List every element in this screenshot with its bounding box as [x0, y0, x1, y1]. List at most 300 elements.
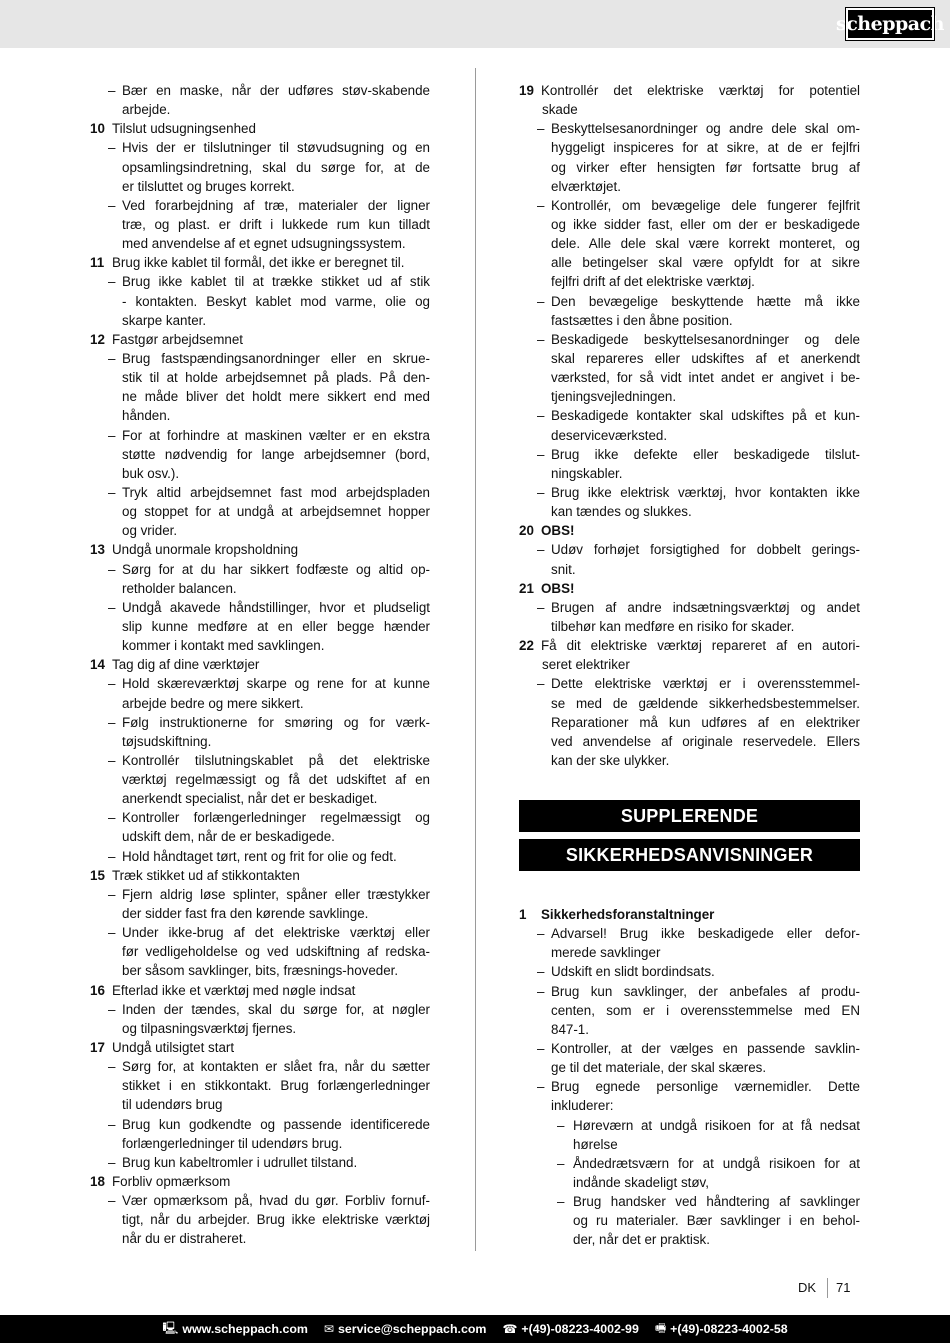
- item-text: Udskift en slidt bordindsats.: [551, 964, 715, 980]
- list-item: [90, 560, 430, 579]
- item-continuation: [519, 751, 860, 770]
- section-number: 19: [519, 83, 534, 98]
- dash-bullet-icon: –: [537, 1079, 545, 1095]
- item-text: Inden der tændes, skal du sørge for, at nøgler: [122, 1001, 430, 1017]
- item-text: For at forhindre at maskinen vælter er en ekstra: [122, 427, 430, 443]
- item-text: Brugen af andre indsætningsværktøj og andet: [551, 599, 860, 615]
- section-heading: [90, 981, 430, 1000]
- page-number: 71: [836, 1280, 851, 1295]
- dash-bullet-icon: –: [537, 408, 545, 424]
- dash-bullet-icon: –: [108, 925, 116, 941]
- item-continuation: [90, 234, 430, 253]
- item-text: indånde skadeligt støv,: [573, 1174, 709, 1190]
- dash-bullet-icon: –: [108, 599, 116, 615]
- section-heading: [90, 119, 430, 138]
- heading-text: Forbliv opmærksom: [112, 1174, 231, 1190]
- item-text: Tryk altid arbejdsemnet fast mod arbejdspladen: [122, 484, 430, 500]
- dash-bullet-icon: –: [537, 121, 545, 137]
- dash-bullet-icon: –: [537, 983, 545, 999]
- item-text: værksted, for så vidt intet andet er angivet i be-: [551, 370, 860, 386]
- item-continuation: [90, 502, 430, 521]
- item-continuation: [519, 426, 860, 445]
- item-text: Sørg for at du har sikkert fodfæste og altid op-: [122, 561, 430, 577]
- list-item: [519, 119, 860, 138]
- dash-bullet-icon: –: [108, 1001, 116, 1017]
- item-text: Brug kun godkendte og passende identificerede: [122, 1116, 430, 1132]
- item-text: og ru materialer. Bær savklinger i en behol-: [573, 1213, 860, 1229]
- phone-number: +(49)-08223-4002-99: [521, 1322, 639, 1336]
- item-continuation: [90, 1095, 430, 1114]
- dash-bullet-icon: –: [108, 197, 116, 213]
- list-item: [519, 483, 860, 502]
- item-text: kan tændes og slukkes.: [551, 504, 692, 520]
- list-item: [90, 349, 430, 368]
- dash-bullet-icon: –: [108, 1193, 116, 1209]
- dash-bullet-icon: –: [537, 926, 545, 942]
- section-heading: [90, 1038, 430, 1057]
- list-item: [90, 885, 430, 904]
- item-text: Bær en maske, når der udføres støv-skabende: [122, 83, 430, 98]
- item-text: der, når det er praktisk.: [573, 1232, 710, 1248]
- item-text: opsamlingsindretning, skal du sørge for, at de: [122, 159, 430, 175]
- list-item: [90, 751, 430, 770]
- dash-bullet-icon: –: [537, 964, 545, 980]
- item-text: ningskabler.: [551, 465, 623, 481]
- item-continuation: [90, 215, 430, 234]
- item-text: tjeningsvejledningen.: [551, 389, 677, 405]
- item-continuation: [90, 579, 430, 598]
- item-text: centen, som er i overensstemmelse med EN: [551, 1002, 860, 1018]
- dash-bullet-icon: –: [108, 848, 116, 864]
- list-item: [519, 924, 860, 943]
- dash-bullet-icon: –: [537, 197, 545, 213]
- item-text: Brug egnede personlige værnemidler. Dette: [551, 1079, 860, 1095]
- item-continuation: [519, 1096, 860, 1115]
- item-text: til udendørs brug: [122, 1097, 223, 1113]
- footer-separator: [827, 1278, 828, 1298]
- section-banner-sikkerhedsanvisninger: SIKKERHEDSANVISNINGER: [519, 839, 860, 871]
- item-continuation: [519, 713, 860, 732]
- language-code: DK: [798, 1280, 817, 1295]
- item-continuation: [90, 158, 430, 177]
- item-text: dele. Alle dele skal være korrekt monteret, og: [551, 236, 860, 252]
- item-text: tilbehør kan medføre en risiko for skader.: [551, 618, 795, 634]
- heading-text: Efterlad ikke et værktøj med nøgle indsat: [112, 982, 356, 998]
- item-text: skarpe kanter.: [122, 312, 207, 328]
- dash-bullet-icon: –: [108, 561, 116, 577]
- list-item: [90, 1057, 430, 1076]
- sub-list-item: [519, 1116, 860, 1135]
- item-text: forlængerledninger til udendørs brug.: [122, 1135, 343, 1151]
- section-number: 13: [90, 542, 105, 558]
- item-text: ne måde bliver det holdt mere sikkert end med: [122, 389, 430, 405]
- list-item: [90, 713, 430, 732]
- item-continuation: [519, 311, 860, 330]
- item-text: værktøj regelmæssigt og få det udskiftet af en: [122, 772, 430, 788]
- section-number: 21: [519, 580, 534, 596]
- item-text: Høreværn at undgå risikoen for at få nedsat: [573, 1117, 860, 1133]
- item-continuation: [90, 406, 430, 425]
- item-continuation: [519, 464, 860, 483]
- scheppach-logo: scheppach: [846, 8, 934, 40]
- item-continuation: [519, 158, 860, 177]
- list-item: [519, 1077, 860, 1096]
- section-banner-supplerende: SUPPLERENDE: [519, 800, 860, 832]
- dash-bullet-icon: –: [108, 83, 116, 98]
- item-continuation: [90, 464, 430, 483]
- item-text: Følg instruktionerne for smøring og for værk-: [122, 714, 430, 730]
- item-text: Brug ikke kablet til at trække stikket ud af stik: [122, 274, 430, 290]
- section-heading: [519, 636, 860, 655]
- item-text: tøjsudskiftning.: [122, 733, 212, 749]
- dash-bullet-icon: –: [537, 331, 545, 347]
- item-continuation: [90, 904, 430, 923]
- section-heading: [519, 521, 860, 540]
- dash-bullet-icon: –: [557, 1155, 565, 1171]
- section-number: 1: [519, 907, 527, 922]
- fax-number: +(49)-08223-4002-58: [670, 1322, 788, 1336]
- dash-bullet-icon: –: [537, 599, 545, 615]
- heading-text: Brug ikke kablet til formål, det ikke er beregnet til.: [112, 255, 405, 271]
- item-continuation: [90, 636, 430, 655]
- item-continuation: [90, 1019, 430, 1038]
- item-continuation: [519, 732, 860, 751]
- dash-bullet-icon: –: [537, 446, 545, 462]
- item-text: fejlfri drift af det elektriske værktøj.: [551, 274, 755, 290]
- heading-text: seret elektriker: [542, 657, 630, 673]
- item-continuation: [90, 100, 430, 119]
- item-text: og tilpasningsværktøj fjernes.: [122, 1020, 297, 1036]
- heading-text: Tag dig af dine værktøjer: [112, 657, 260, 673]
- section-heading: [90, 330, 430, 349]
- item-text: alle betingelser skal være opfyldt for at sikre: [551, 255, 860, 271]
- item-text: inkluderer:: [551, 1098, 614, 1114]
- list-item: [90, 1153, 430, 1172]
- dash-bullet-icon: –: [557, 1117, 565, 1133]
- dash-bullet-icon: –: [108, 676, 116, 692]
- item-text: og vrider.: [122, 523, 178, 539]
- dash-bullet-icon: –: [537, 1040, 545, 1056]
- item-continuation: [90, 694, 430, 713]
- dash-bullet-icon: –: [108, 427, 116, 443]
- item-text: Brug ikke defekte eller beskadigede tilslut-: [551, 446, 860, 462]
- list-item: [519, 598, 860, 617]
- item-text: ber såsom savklinger, bits, fræsnings-hoveder.: [122, 963, 399, 979]
- item-text: merede savklinger: [551, 945, 661, 961]
- item-text: Brug fastspændingsanordninger eller en skrue-: [122, 350, 430, 366]
- dash-bullet-icon: –: [537, 293, 545, 309]
- item-text: 847-1.: [551, 1021, 589, 1037]
- heading-text: Fastgør arbejdsemnet: [112, 331, 243, 347]
- item-continuation: [519, 694, 860, 713]
- list-item: [90, 598, 430, 617]
- section-heading: [90, 655, 430, 674]
- item-text: Hvis der er tilslutninger til støvudsugning og en: [122, 140, 430, 156]
- item-text: støtte nødvendig for lange arbejdsemner (bord,: [122, 446, 430, 462]
- item-continuation: [519, 234, 860, 253]
- section-heading: [90, 1172, 430, 1191]
- list-item: [90, 923, 430, 942]
- heading-text: Sikkerhedsforanstaltninger: [541, 907, 715, 922]
- item-continuation: [519, 1020, 860, 1039]
- item-continuation: [519, 215, 860, 234]
- website-link[interactable]: www.scheppach.com: [182, 1322, 308, 1336]
- item-text: stikket i en stikkontakt. Brug forlængerledninger: [122, 1078, 430, 1094]
- item-text: Beskadigede kontakter skal udskiftes på et kun-: [551, 408, 860, 424]
- item-continuation: [519, 387, 860, 406]
- list-item: [90, 1000, 430, 1019]
- item-text: Ved forarbejdning af træ, materialer der ligner: [122, 197, 430, 213]
- item-text: arbejde.: [122, 102, 171, 118]
- right-column: [519, 81, 860, 770]
- dash-bullet-icon: –: [108, 752, 116, 768]
- list-item: [90, 674, 430, 693]
- header-bar: [0, 0, 950, 48]
- heading-text: Træk stikket ud af stikkontakten: [112, 867, 300, 883]
- item-text: fastsættes i den åbne position.: [551, 312, 733, 328]
- item-continuation: [519, 1173, 860, 1192]
- item-continuation: [90, 770, 430, 789]
- item-text: med anvendelse af et egnet udsugningssystem.: [122, 236, 406, 252]
- item-text: snit.: [551, 561, 576, 577]
- heading-text: OBS!: [541, 523, 575, 539]
- item-continuation: [90, 445, 430, 464]
- item-continuation: [519, 1230, 860, 1249]
- heading-text: Undgå unormale kropsholdning: [112, 542, 299, 558]
- item-text: Under ikke-brug af det elektriske værktøj eller: [122, 925, 430, 941]
- item-text: Kontrollér tilslutningskablet på det elektriske: [122, 752, 430, 768]
- item-text: ved anvendelse af originale reservedele. Ellers: [551, 733, 860, 749]
- dash-bullet-icon: –: [108, 140, 116, 156]
- item-text: Brug handsker ved håndtering af savklinger: [573, 1194, 860, 1210]
- item-text: Hold håndtaget tørt, rent og frit for olie og fedt.: [122, 848, 397, 864]
- item-text: retholder balancen.: [122, 580, 237, 596]
- list-item: [519, 406, 860, 425]
- item-continuation: [90, 387, 430, 406]
- item-text: Brug kun kabeltromler i udrullet tilstand.: [122, 1154, 358, 1170]
- dash-bullet-icon: –: [537, 484, 545, 500]
- item-text: Dette elektriske værktøj er i overensstemmel-: [551, 676, 860, 692]
- heading-text: Få dit elektriske værktøj repareret af en autori-: [541, 638, 860, 654]
- dash-bullet-icon: –: [108, 714, 116, 730]
- heading-text: Kontrollér det elektriske værktøj for potentiel: [541, 83, 860, 98]
- dash-bullet-icon: –: [537, 542, 545, 558]
- item-text: når du er distraheret.: [122, 1231, 247, 1247]
- list-item: [90, 1115, 430, 1134]
- list-item: [519, 540, 860, 559]
- dash-bullet-icon: –: [108, 350, 116, 366]
- item-text: Åndedrætsværn for at undgå risikoen for at: [573, 1155, 860, 1171]
- item-continuation: [90, 961, 430, 980]
- item-continuation: [90, 1210, 430, 1229]
- item-continuation: [90, 1134, 430, 1153]
- section-number: 16: [90, 982, 105, 998]
- item-continuation: [90, 177, 430, 196]
- section-heading: [519, 579, 860, 598]
- item-text: hyggeligt inspiceres for at sikre, at de er fejlfri: [551, 140, 860, 156]
- item-continuation: [519, 617, 860, 636]
- list-item: [90, 847, 430, 866]
- left-column: [90, 81, 430, 1249]
- dash-bullet-icon: –: [108, 484, 116, 500]
- item-continuation: [519, 943, 860, 962]
- dash-bullet-icon: –: [537, 676, 545, 692]
- item-text: udskift dem, når de er beskadigede.: [122, 829, 335, 845]
- list-item: [519, 445, 860, 464]
- list-item: [90, 138, 430, 157]
- heading-text: skade: [542, 102, 578, 118]
- item-continuation: [519, 1135, 860, 1154]
- item-continuation: [519, 560, 860, 579]
- list-item: [90, 808, 430, 827]
- heading-text: Tilslut udsugningsenhed: [112, 121, 256, 137]
- item-text: se med de gældende sikkerhedsbestemmelser.: [551, 695, 860, 711]
- list-item: [90, 1191, 430, 1210]
- item-text: Beskyttelsesanordninger og andre dele skal om-: [551, 121, 860, 137]
- fax-icon: 🖷: [654, 1320, 667, 1335]
- item-continuation: [519, 349, 860, 368]
- heading-text: OBS!: [541, 580, 575, 596]
- list-item: [90, 81, 430, 100]
- item-continuation: [519, 1001, 860, 1020]
- item-text: - kontakten. Beskyt kablet mod varme, olie og: [122, 293, 430, 309]
- item-text: og stoppet for at undgå at arbejdsemnet hopper: [122, 504, 430, 520]
- item-text: Brug ikke elektrisk værktøj, hvor kontakten ikke: [551, 484, 860, 500]
- list-item: [519, 962, 860, 981]
- item-continuation: [519, 253, 860, 272]
- list-item: [519, 982, 860, 1001]
- email-link[interactable]: service@scheppach.com: [337, 1322, 487, 1336]
- item-text: Undgå akavede håndstillinger, hvor et pludseligt: [122, 599, 430, 615]
- item-text: tigt, når du arbejder. Brug ikke elektriske værktøj: [122, 1212, 430, 1228]
- item-text: slip kunne medføre at en eller begge hænder: [122, 618, 430, 634]
- column-divider: [475, 68, 476, 1251]
- list-item: [90, 272, 430, 291]
- item-continuation: [90, 368, 430, 387]
- section-number: 12: [90, 331, 105, 347]
- item-continuation: [519, 138, 860, 157]
- dash-bullet-icon: –: [108, 274, 116, 290]
- item-text: Fjern aldrig løse splinter, spåner eller træstykker: [122, 886, 430, 902]
- item-text: Sørg for, at kontakten er slået fra, når du sætter: [122, 1059, 430, 1075]
- item-text: Kontroller forlængerledninger regelmæssigt og: [122, 810, 430, 826]
- item-text: træ, og plast. er drift i lukkede rum kun tilladt: [122, 216, 430, 232]
- section-heading: [90, 866, 430, 885]
- item-continuation: [519, 272, 860, 291]
- dash-bullet-icon: –: [108, 1059, 116, 1075]
- contact-bar: [0, 1315, 950, 1343]
- item-text: Vær opmærksom på, hvad du gør. Forbliv fornuf-: [122, 1193, 430, 1209]
- item-text: og virker efter hensigten før fortsatte brug af: [551, 159, 860, 175]
- item-continuation: [90, 942, 430, 961]
- item-text: der sidder fast fra den kørende savklinge.: [122, 906, 369, 922]
- section-number: 17: [90, 1040, 105, 1056]
- item-text: før vedligeholdelse og ved udskiftning af redska-: [122, 944, 430, 960]
- item-text: hørelse: [573, 1136, 618, 1152]
- sub-list-item: [519, 1192, 860, 1211]
- item-text: anerkendt specialist, når det er beskadiget.: [122, 791, 378, 807]
- section-number: 14: [90, 657, 105, 673]
- phone-icon: ☎: [502, 1322, 518, 1336]
- computer-icon: 🖳: [162, 1320, 179, 1335]
- item-text: buk osv.).: [122, 465, 180, 481]
- section-number: 11: [90, 255, 105, 271]
- heading-continuation: [519, 655, 860, 674]
- sub-list-item: [519, 1154, 860, 1173]
- heading-continuation: [519, 100, 860, 119]
- item-text: Kontrollér, om bevægelige dele fungerer fejlfrit: [551, 197, 860, 213]
- item-text: kan der ske ulykker.: [551, 752, 670, 768]
- item-continuation: [519, 1058, 860, 1077]
- item-text: deserviceværksted.: [551, 427, 668, 443]
- item-continuation: [90, 732, 430, 751]
- item-text: elværktøjet.: [551, 178, 621, 194]
- item-continuation: [90, 827, 430, 846]
- section-heading: [90, 253, 430, 272]
- dash-bullet-icon: –: [557, 1194, 565, 1210]
- section-number: 22: [519, 638, 534, 654]
- item-text: stik til at holde arbejdsemnet på plads. På den-: [122, 370, 430, 386]
- item-text: Hold skæreværktøj skarpe og rene for at kunne: [122, 676, 430, 692]
- list-item: [519, 674, 860, 693]
- supplement-section: [519, 905, 860, 1250]
- item-continuation: [90, 1076, 430, 1095]
- item-continuation: [519, 1211, 860, 1230]
- list-item: [519, 330, 860, 349]
- item-text: arbejde bedre og mere sikkert.: [122, 695, 304, 711]
- item-continuation: [90, 1229, 430, 1248]
- section-number: 18: [90, 1174, 105, 1190]
- list-item: [90, 483, 430, 502]
- item-text: Den bevægelige beskyttende hætte må ikke: [551, 293, 860, 309]
- item-text: skal repareres eller udskiftes af et anerkendt: [551, 350, 860, 366]
- item-text: Brug kun savklinger, der anbefales af produ-: [551, 983, 860, 999]
- item-text: Reparationer må kun udføres af en elektriker: [551, 714, 860, 730]
- email-icon: ✉: [323, 1322, 334, 1336]
- item-continuation: [90, 292, 430, 311]
- item-continuation: [90, 311, 430, 330]
- item-continuation: [90, 617, 430, 636]
- list-item: [519, 196, 860, 215]
- item-text: er tilsluttet og bruges korrekt.: [122, 178, 295, 194]
- item-text: kommer i kontakt med savklingen.: [122, 638, 325, 654]
- section-heading: [519, 81, 860, 100]
- item-continuation: [90, 521, 430, 540]
- item-text: og ikke sidder fast, eller om der er beskadigede: [551, 216, 860, 232]
- item-text: hånden.: [122, 408, 171, 424]
- list-item: [90, 196, 430, 215]
- list-item: [519, 292, 860, 311]
- item-continuation: [519, 177, 860, 196]
- dash-bullet-icon: –: [108, 1154, 116, 1170]
- dash-bullet-icon: –: [108, 810, 116, 826]
- item-text: Kontroller, at der vælges en passende savklin-: [551, 1040, 860, 1056]
- item-continuation: [519, 368, 860, 387]
- item-text: Advarsel! Brug ikke beskadigede eller defor-: [551, 926, 860, 942]
- item-continuation: [90, 789, 430, 808]
- item-text: ge til det materiale, der skal skæres.: [551, 1060, 767, 1076]
- section-heading: [90, 540, 430, 559]
- section-number: 15: [90, 867, 105, 883]
- dash-bullet-icon: –: [108, 886, 116, 902]
- item-text: Udøv forhøjet forsigtighed for dobbelt gerings-: [551, 542, 860, 558]
- section-number: 10: [90, 121, 105, 137]
- list-item: [519, 1039, 860, 1058]
- dash-bullet-icon: –: [108, 1116, 116, 1132]
- list-item: [90, 426, 430, 445]
- section-number: 20: [519, 523, 534, 539]
- item-continuation: [519, 502, 860, 521]
